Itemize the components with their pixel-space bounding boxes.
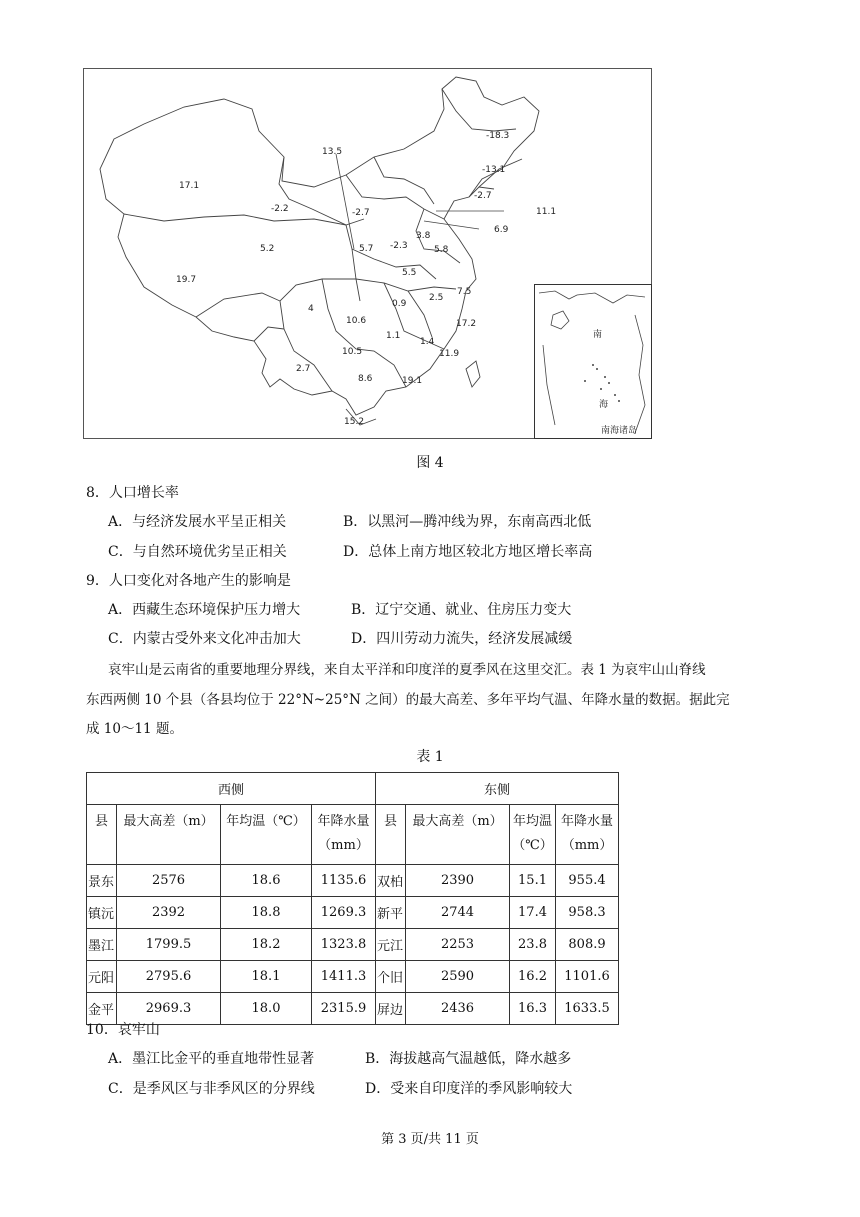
map-label: 8.6 — [358, 374, 373, 384]
east-rain: 1633.5 — [556, 993, 619, 1025]
map-label: 0.9 — [392, 299, 407, 309]
table-row — [87, 865, 619, 897]
col-rain-east-line1: 年降水量 — [561, 814, 614, 829]
east-height: 2436 — [406, 993, 510, 1025]
west-side-header: 西侧 — [87, 773, 376, 805]
west-height: 2969.3 — [117, 993, 221, 1025]
west-county: 元阳 — [87, 961, 117, 993]
west-county: 景东 — [87, 865, 117, 897]
inset-label: 海 — [599, 400, 609, 410]
question-10-stem: 10．哀牢山 — [86, 1022, 160, 1038]
map-label: 5.8 — [434, 245, 449, 255]
question-9-option-d: D．四川劳动力流失，经济发展减缓 — [351, 631, 573, 647]
inset-label: 南 — [593, 330, 603, 340]
west-county: 镇沅 — [87, 897, 117, 929]
question-9-option-b: B．辽宁交通、就业、住房压力变大 — [351, 602, 572, 618]
map-label: 5.5 — [402, 268, 417, 278]
map-label: 1.1 — [386, 331, 401, 341]
col-height-east: 最大高差（m） — [406, 805, 510, 865]
south-china-sea-inset — [534, 284, 652, 439]
west-rain: 2315.9 — [312, 993, 376, 1025]
east-county: 双柏 — [376, 865, 406, 897]
map-label: 17.1 — [179, 181, 200, 191]
question-8-stem: 8．人口增长率 — [86, 485, 179, 501]
east-rain: 808.9 — [556, 929, 619, 961]
map-label: 10.6 — [346, 316, 367, 326]
east-temp: 16.2 — [510, 961, 556, 993]
east-height: 2253 — [406, 929, 510, 961]
question-10-option-b: B．海拔越高气温越低，降水越多 — [365, 1051, 572, 1067]
west-temp: 18.6 — [221, 865, 312, 897]
col-county-west: 县 — [87, 805, 117, 865]
map-label: -18.3 — [486, 131, 510, 141]
col-temp-west: 年均温（℃） — [221, 805, 312, 865]
col-rain-west-line2: （mm） — [318, 838, 369, 853]
col-temp-east-line2: （℃） — [512, 838, 553, 853]
map-label: 11.1 — [536, 207, 557, 217]
col-rain-west — [312, 805, 376, 865]
west-temp: 18.1 — [221, 961, 312, 993]
west-rain: 1269.3 — [312, 897, 376, 929]
question-9-option-c: C．内蒙古受外来文化冲击加大 — [108, 631, 301, 647]
question-9-option-a: A．西藏生态环境保护压力增大 — [108, 602, 301, 618]
west-height: 1799.5 — [117, 929, 221, 961]
question-8-option-d: D．总体上南方地区较北方地区增长率高 — [343, 544, 593, 560]
west-rain: 1135.6 — [312, 865, 376, 897]
map-label: -13.1 — [482, 165, 506, 175]
map-label: 10.5 — [342, 347, 363, 357]
east-temp: 23.8 — [510, 929, 556, 961]
east-rain: 1101.6 — [556, 961, 619, 993]
west-temp: 18.2 — [221, 929, 312, 961]
west-rain: 1411.3 — [312, 961, 376, 993]
west-temp: 18.0 — [221, 993, 312, 1025]
table-row — [87, 929, 619, 961]
map-label: 13.5 — [322, 147, 343, 157]
east-height: 2744 — [406, 897, 510, 929]
question-10-option-c: C．是季风区与非季风区的分界线 — [108, 1081, 315, 1097]
map-label: -2.7 — [352, 208, 370, 218]
map-label: 17.2 — [456, 319, 477, 329]
east-temp: 15.1 — [510, 865, 556, 897]
col-rain-east-line2: （mm） — [561, 838, 613, 853]
east-county: 屏边 — [376, 993, 406, 1025]
climate-data-table — [86, 772, 619, 1025]
question-8-option-a: A．与经济发展水平呈正相关 — [108, 514, 287, 530]
east-height: 2590 — [406, 961, 510, 993]
figure-caption: 图 4 — [416, 455, 444, 471]
col-temp-east — [510, 805, 556, 865]
map-label: 3.8 — [416, 231, 431, 241]
west-height: 2795.6 — [117, 961, 221, 993]
table-caption: 表 1 — [416, 749, 444, 765]
east-rain: 955.4 — [556, 865, 619, 897]
map-label: 2.5 — [429, 293, 444, 303]
west-county: 墨江 — [87, 929, 117, 961]
east-rain: 958.3 — [556, 897, 619, 929]
col-rain-east — [556, 805, 619, 865]
map-label: 5.7 — [359, 244, 374, 254]
col-rain-west-line1: 年降水量 — [317, 814, 370, 829]
map-figure — [83, 68, 652, 439]
east-county: 个旧 — [376, 961, 406, 993]
question-8-option-c: C．与自然环境优劣呈正相关 — [108, 544, 287, 560]
map-label: 1.4 — [420, 337, 435, 347]
west-county: 金平 — [87, 993, 117, 1025]
col-county-east: 县 — [376, 805, 406, 865]
map-label: 11.9 — [439, 349, 460, 359]
passage-line-1: 哀牢山是云南省的重要地理分界线，来自太平洋和印度洋的夏季风在这里交汇。表 1 为哀牢山山脊线 — [108, 662, 706, 678]
map-label: -2.2 — [271, 204, 289, 214]
west-height: 2392 — [117, 897, 221, 929]
west-temp: 18.8 — [221, 897, 312, 929]
map-label: -2.7 — [474, 191, 492, 201]
map-label: 6.9 — [494, 225, 509, 235]
west-height: 2576 — [117, 865, 221, 897]
table-group-header-row — [87, 773, 619, 805]
map-label: 15.2 — [344, 417, 365, 427]
east-height: 2390 — [406, 865, 510, 897]
east-temp: 17.4 — [510, 897, 556, 929]
west-rain: 1323.8 — [312, 929, 376, 961]
map-label: 7.5 — [457, 287, 472, 297]
east-side-header: 东侧 — [376, 773, 619, 805]
table-row — [87, 961, 619, 993]
col-temp-east-line1: 年均温 — [513, 814, 553, 829]
map-label: 19.7 — [176, 275, 197, 285]
table-row — [87, 993, 619, 1025]
passage-line-2: 东西两侧 10 个县（各县均位于 22°N~25°N 之间）的最大高差、多年平均气温、年降水量的数据。据此完 — [86, 692, 730, 708]
east-county: 元江 — [376, 929, 406, 961]
east-temp: 16.3 — [510, 993, 556, 1025]
map-label: 19.1 — [402, 376, 423, 386]
question-8-option-b: B．以黑河—腾冲线为界，东南高西北低 — [343, 514, 592, 530]
passage-line-3: 成 10～11 题。 — [86, 721, 183, 737]
question-10-option-d: D．受来自印度洋的季风影响较大 — [365, 1081, 573, 1097]
col-height-west: 最大高差（m） — [117, 805, 221, 865]
east-county: 新平 — [376, 897, 406, 929]
page-footer: 第 3 页/共 11 页 — [381, 1132, 479, 1147]
inset-label: 南海诸岛 — [601, 426, 638, 436]
question-10-option-a: A．墨江比金平的垂直地带性显著 — [108, 1051, 315, 1067]
question-9-stem: 9．人口变化对各地产生的影响是 — [86, 573, 291, 589]
map-label: -2.3 — [390, 241, 408, 251]
inset-outline — [535, 285, 651, 438]
table-column-header-row — [87, 805, 619, 865]
map-label: 5.2 — [260, 244, 275, 254]
map-label: 4 — [308, 304, 314, 314]
table-row — [87, 897, 619, 929]
map-label: 2.7 — [296, 364, 311, 374]
